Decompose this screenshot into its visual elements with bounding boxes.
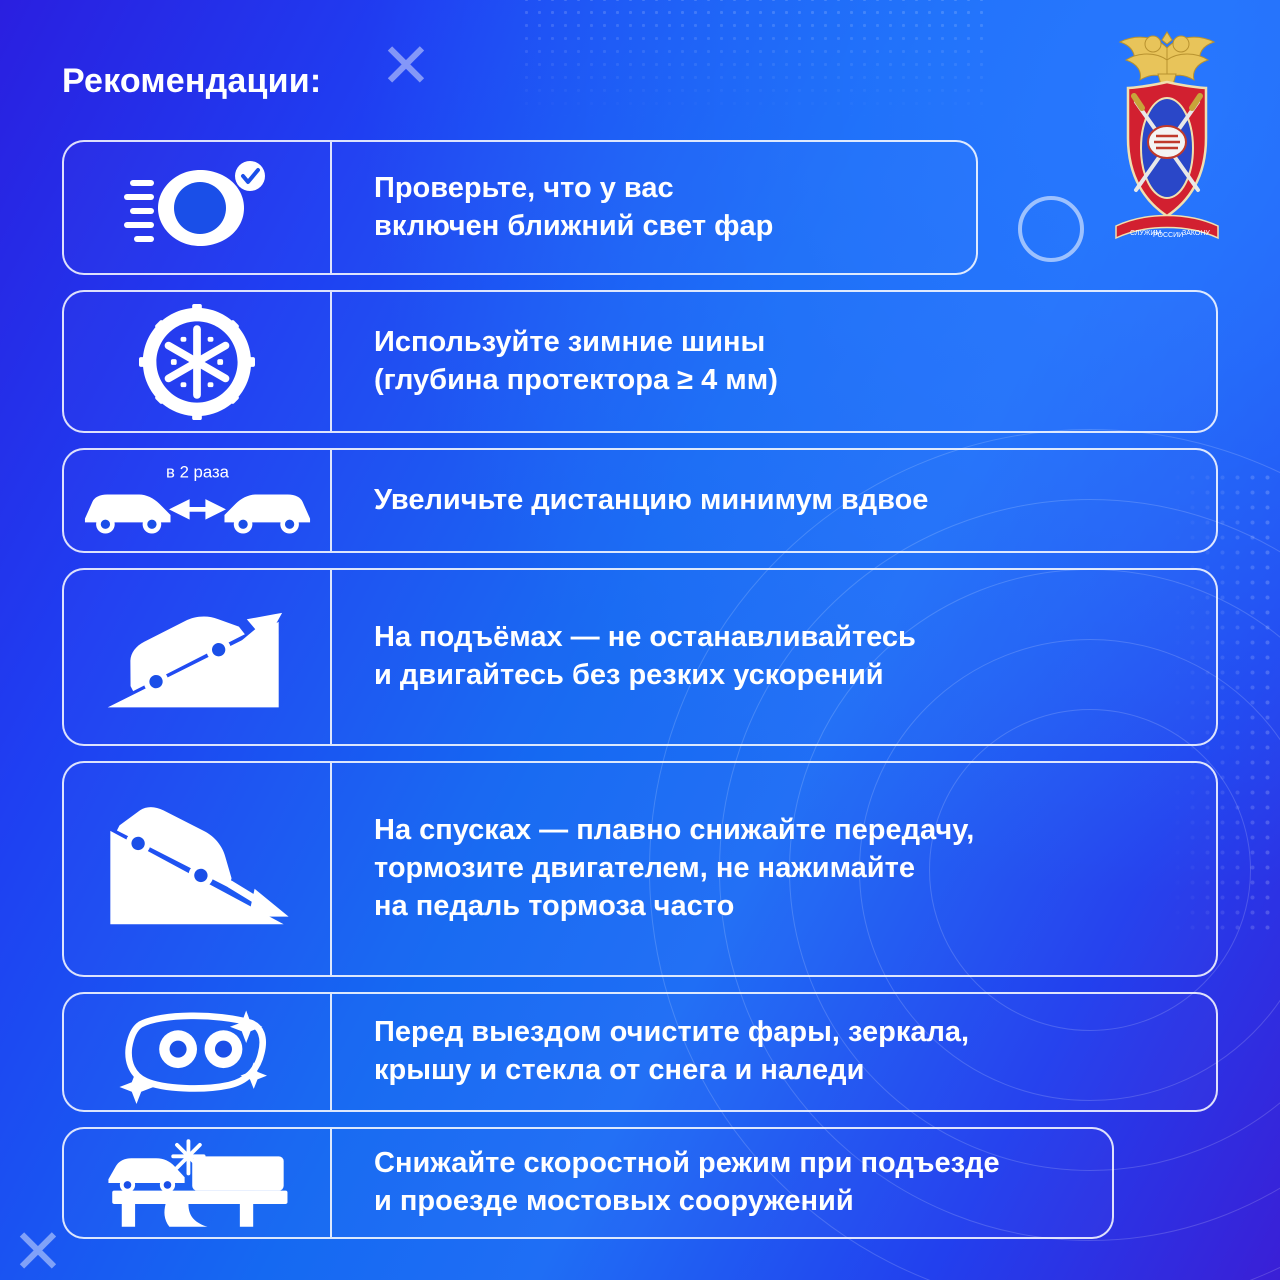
emblem-motto-center: РОССИИ <box>1153 232 1184 239</box>
icon-cell <box>64 1129 332 1237</box>
clean-headlights-icon <box>111 1000 283 1104</box>
recommendation-text: Увеличьте дистанцию минимум вдвое <box>374 483 929 516</box>
text-cell <box>332 994 995 1110</box>
recommendation-item <box>62 1127 1114 1239</box>
page-title: Рекомендации: <box>62 62 322 100</box>
emblem-motto-left: СЛУЖИМ <box>1130 230 1162 237</box>
icon-cell <box>64 763 332 975</box>
recommendation-item <box>62 290 1218 433</box>
two-cars-distance-icon <box>80 461 315 541</box>
headlight-check-icon <box>122 158 272 258</box>
text-cell <box>332 763 1000 975</box>
text-cell <box>332 142 799 273</box>
winter-tire-icon <box>139 304 255 420</box>
icon-cell <box>64 570 332 744</box>
recommendation-item <box>62 140 978 275</box>
recommendation-item <box>62 992 1218 1112</box>
recommendation-item <box>62 448 1218 553</box>
icon-cell <box>64 142 332 273</box>
text-cell <box>332 450 954 551</box>
icon-cell <box>64 292 332 431</box>
recommendation-text: Снижайте скоростной режим при подъезде и проезде мостовых сооружений <box>374 1147 1000 1217</box>
recommendation-text: На подъёмах — не останавливайтесь и двигайтесь без резких ускорений <box>374 621 916 691</box>
cross-decoration-bottom: ✕ <box>12 1218 64 1280</box>
car-downhill-icon <box>97 802 297 936</box>
icon-cell <box>64 450 332 551</box>
recommendation-text: Перед выездом очистите фары, зеркала, крышу и стекла от снега и наледи <box>374 1016 970 1086</box>
recommendation-item <box>62 568 1218 746</box>
recommendation-text: Проверьте, что у вас включен ближний свет фар <box>374 171 774 242</box>
recommendations-list <box>62 140 1218 1254</box>
text-cell <box>332 292 804 431</box>
car-on-bridge-icon <box>97 1135 297 1231</box>
emblem-motto-right: ЗАКОНУ <box>1182 230 1210 237</box>
distance-label: в 2 раза <box>165 462 229 482</box>
text-cell <box>332 570 942 744</box>
icon-cell <box>64 994 332 1110</box>
car-uphill-icon <box>102 595 292 719</box>
halftone-dots-top <box>520 0 990 120</box>
recommendation-text: На спусках — плавно снижайте передачу, тормозите двигателем, не нажимайте на педаль тормоза часто <box>374 814 975 922</box>
recommendation-item <box>62 761 1218 977</box>
cross-decoration-top: ✕ <box>380 32 432 101</box>
text-cell <box>332 1129 1026 1237</box>
recommendation-text: Используйте зимние шины (глубина протектора ≥ 4 мм) <box>374 325 778 396</box>
